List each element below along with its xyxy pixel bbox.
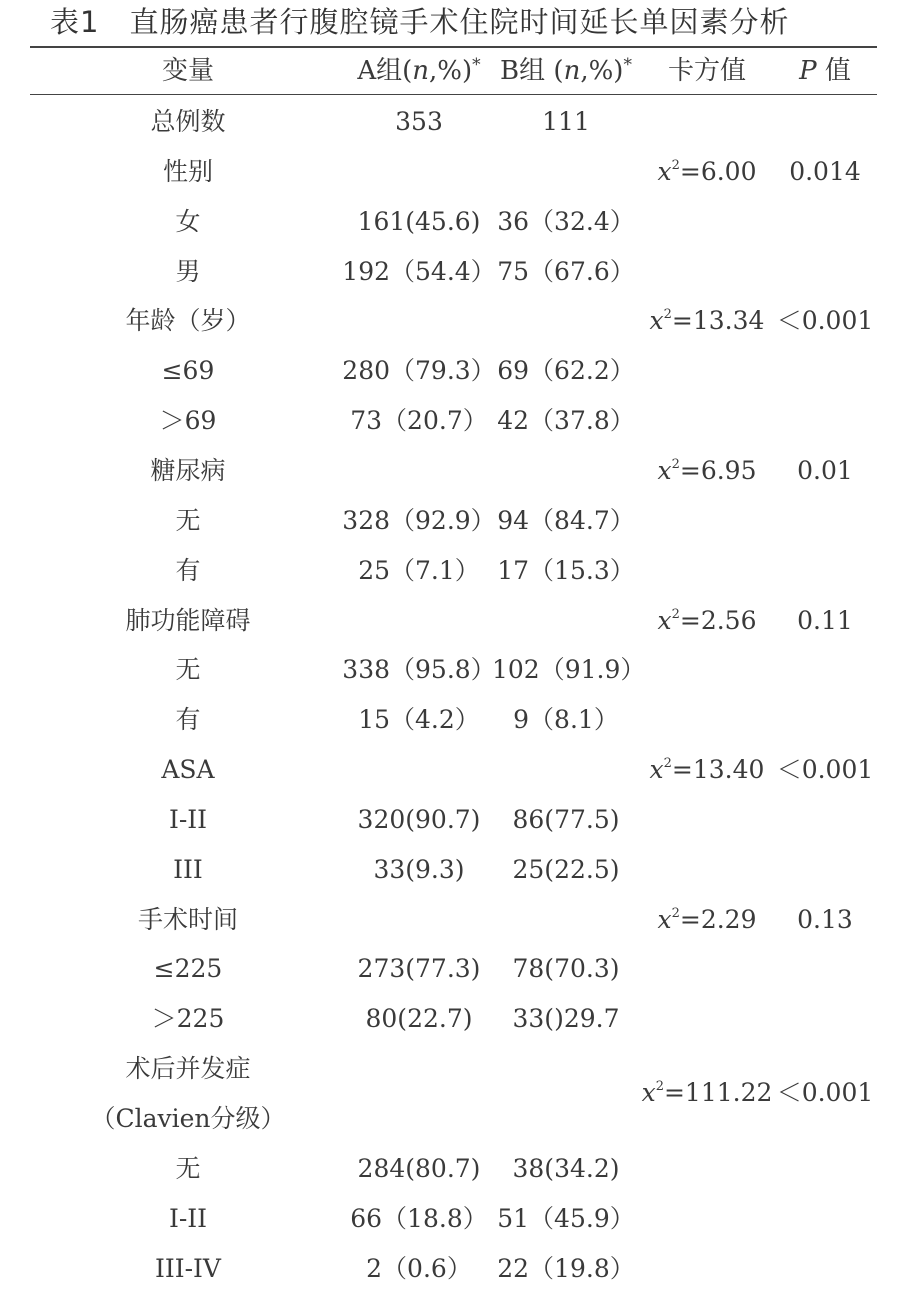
header-group-b — [492, 51, 640, 91]
table-row — [0, 252, 912, 292]
table-row — [0, 102, 912, 142]
cell-group-a: 2（0.6） — [366, 1254, 472, 1283]
cell-group-a: 161(45.6) — [357, 207, 481, 236]
chi-value: =13.34 — [671, 306, 765, 335]
cell-variable: ＞69 — [159, 406, 217, 435]
header-group-a — [338, 51, 500, 91]
table-row — [0, 800, 912, 840]
cell-variable: 年龄（岁） — [125, 306, 251, 335]
cell-p-value: ＜0.001 — [776, 755, 874, 784]
cell-group-b: 25(22.5) — [512, 855, 620, 884]
chi-x: x — [657, 905, 672, 934]
cell-group-a: 73（20.7） — [350, 406, 488, 435]
header-p-letter: P — [799, 56, 817, 86]
table-row — [0, 700, 912, 740]
chi-x: x — [649, 306, 664, 335]
cell-group-b: 86(77.5) — [512, 805, 620, 834]
table-row — [0, 601, 912, 641]
chi-sup: 2 — [663, 756, 672, 771]
cell-chi-square — [640, 301, 774, 341]
header-group-a-n: n — [412, 56, 430, 86]
header-group-b-asterisk: * — [623, 55, 632, 75]
cell-variable: 术后并发症 — [125, 1054, 251, 1083]
cell-variable: 糖尿病 — [150, 456, 226, 485]
cell-group-a: 66（18.8） — [350, 1204, 488, 1233]
cell-group-a: 328（92.9） — [342, 506, 496, 535]
chi-value: =111.22 — [663, 1078, 773, 1107]
cell-group-b: 9（8.1） — [513, 705, 619, 734]
cell-variable: I-II — [168, 1204, 208, 1233]
cell-group-b: 36（32.4） — [497, 207, 635, 236]
cell-variable: ≤225 — [153, 954, 223, 983]
cell-variable: 无 — [175, 1154, 201, 1183]
cell-group-a: 25（7.1） — [358, 556, 480, 585]
cell-chi-square — [640, 900, 774, 940]
cell-group-a: 353 — [395, 107, 443, 136]
cell-group-a: 280（79.3） — [342, 356, 496, 385]
table-row — [0, 1199, 912, 1239]
cell-chi-square — [640, 601, 774, 641]
header-group-b-suffix: ,%) — [580, 56, 624, 86]
table-row — [0, 301, 912, 341]
chi-sup: 2 — [671, 607, 680, 622]
chi-sup: 2 — [671, 158, 680, 173]
cell-variable: 肺功能障碍 — [125, 606, 251, 635]
cell-group-b: 38(34.2) — [512, 1154, 620, 1183]
cell-group-b: 78(70.3) — [512, 954, 620, 983]
top-rule — [30, 46, 877, 48]
header-p-value — [772, 51, 878, 91]
chi-sup: 2 — [671, 906, 680, 921]
cell-variable: 有 — [175, 556, 201, 585]
table-caption — [50, 4, 789, 40]
cell-group-b: 69（62.2） — [497, 356, 635, 385]
cell-group-a: 33(9.3) — [373, 855, 465, 884]
cell-group-b: 17（15.3） — [497, 556, 635, 585]
cell-chi-square — [640, 152, 774, 192]
table-row — [0, 351, 912, 391]
chi-value: =6.00 — [679, 157, 757, 186]
table-row — [0, 401, 912, 441]
cell-variable: 手术时间 — [137, 905, 238, 934]
cell-variable: 女 — [175, 207, 201, 236]
cell-p-value: 0.01 — [797, 456, 853, 485]
table-row — [0, 900, 912, 940]
cell-group-b: 102（91.9） — [492, 655, 646, 684]
header-chi-square: 卡方值 — [667, 56, 746, 86]
cell-p-value: 0.014 — [789, 157, 861, 186]
cell-variable: ≤69 — [161, 356, 215, 385]
table-row — [0, 1149, 912, 1189]
table-title: 直肠癌患者行腹腔镜手术住院时间延长单因素分析 — [129, 5, 790, 39]
cell-group-b: 51（45.9） — [497, 1204, 635, 1233]
chi-x: x — [657, 606, 672, 635]
table-row — [0, 152, 912, 192]
cell-group-a: 15（4.2） — [358, 705, 480, 734]
cell-group-b: 22（19.8） — [497, 1254, 635, 1283]
cell-variable: 性别 — [162, 157, 213, 186]
chi-x: x — [657, 456, 672, 485]
complication-stats-row — [0, 1073, 912, 1113]
chi-sup: 2 — [663, 307, 672, 322]
cell-p-value: 0.13 — [797, 905, 853, 934]
cell-group-b: 111 — [542, 107, 590, 136]
cell-group-a: 192（54.4） — [342, 257, 496, 286]
cell-variable: 男 — [175, 257, 201, 286]
table-number: 表1 — [50, 5, 100, 39]
cell-variable: I-II — [168, 805, 208, 834]
cell-variable: 有 — [175, 705, 201, 734]
header-group-a-suffix: ,%) — [429, 56, 473, 86]
table-row — [0, 850, 912, 890]
table-row — [0, 1249, 912, 1289]
chi-sup: 2 — [655, 1079, 664, 1094]
chi-value: =6.95 — [679, 456, 757, 485]
table-row — [0, 750, 912, 790]
cell-variable: 无 — [175, 655, 201, 684]
table-row — [0, 501, 912, 541]
cell-group-b: 33()29.7 — [512, 1004, 620, 1033]
chi-value: =13.40 — [671, 755, 765, 784]
cell-group-a: 284(80.7) — [357, 1154, 481, 1183]
header-group-a-asterisk: * — [472, 55, 481, 75]
cell-group-b: 42（37.8） — [497, 406, 635, 435]
header-group-b-n: n — [563, 56, 581, 86]
cell-variable: ASA — [161, 755, 215, 784]
cell-variable: （Clavien分级） — [90, 1104, 286, 1133]
cell-group-b: 75（67.6） — [497, 257, 635, 286]
table-row — [0, 949, 912, 989]
cell-group-a: 273(77.3) — [357, 954, 481, 983]
chi-value: =2.56 — [679, 606, 757, 635]
table-row — [0, 551, 912, 591]
header-rule — [30, 94, 877, 95]
cell-group-b: 94（84.7） — [497, 506, 635, 535]
cell-group-a: 80(22.7) — [365, 1004, 473, 1033]
table-row — [0, 999, 912, 1039]
cell-variable: 总例数 — [150, 107, 226, 136]
chi-x: x — [649, 755, 664, 784]
header-group-a-prefix: A组( — [357, 56, 413, 86]
table-row — [0, 451, 912, 491]
cell-variable: III-IV — [154, 1254, 221, 1283]
cell-variable: 无 — [175, 506, 201, 535]
cell-chi-square — [640, 750, 774, 790]
chi-x: x — [641, 1078, 656, 1107]
table-row — [0, 650, 912, 690]
cell-group-a: 320(90.7) — [357, 805, 481, 834]
chi-sup: 2 — [671, 457, 680, 472]
chi-x: x — [657, 157, 672, 186]
header-p-suffix: 值 — [816, 56, 851, 86]
cell-variable: ＞225 — [151, 1004, 225, 1033]
chi-value: =2.29 — [679, 905, 757, 934]
table-row — [0, 202, 912, 242]
table-header-row — [0, 51, 912, 91]
cell-group-a: 338（95.8） — [342, 655, 496, 684]
complication-chi-square — [634, 1073, 780, 1113]
cell-p-value: ＜0.001 — [776, 306, 874, 335]
header-variable: 变量 — [161, 56, 214, 86]
complication-p-value: ＜0.001 — [776, 1078, 874, 1107]
header-group-b-prefix: B组 ( — [500, 56, 564, 86]
cell-p-value: 0.11 — [797, 606, 853, 635]
cell-variable: III — [173, 855, 203, 884]
cell-chi-square — [640, 451, 774, 491]
